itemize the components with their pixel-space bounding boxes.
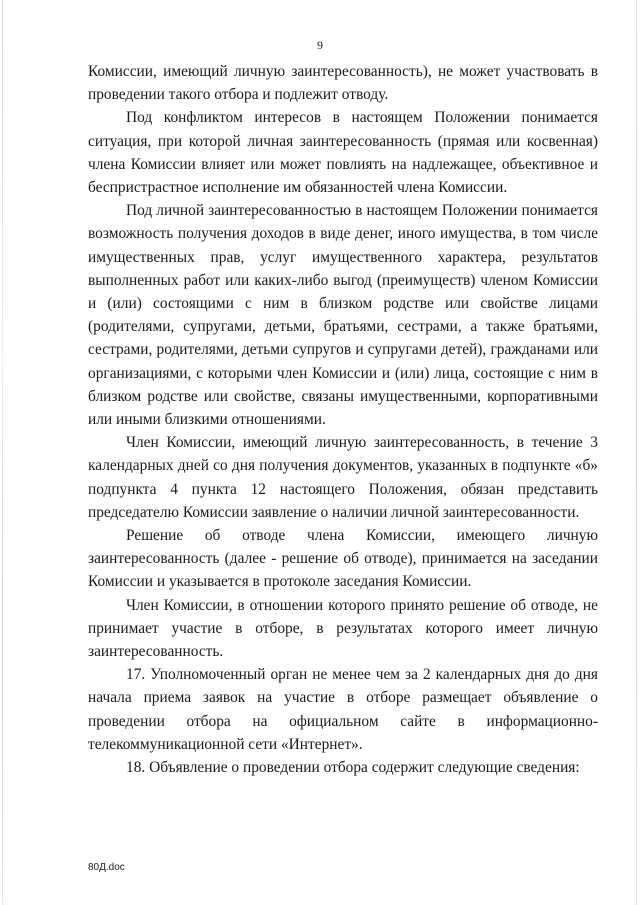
footer-filename: 80Д.doc [88, 862, 125, 873]
paragraph: Под личной заинтересованностью в настоящем Положении понимается возможность получения доходов в виде денег, иного имущества, в том числе имущественных прав, услуг имущественного характера, результатов выполненных работ или каких-либо выгод (преимуществ) членом Комиссии и (или) состоящими с ним в близком родстве или свойстве лицами (родителями, супругами, детьми, братьями, сестрами, а также братьями, сестрами, родителями, детьми супругов и супругами детей), гражданами или организациями, с которыми член Комиссии и (или) лица, состоящие с ним в близком родстве или свойстве, связаны имущественными, корпоративными или иными близкими отношениями. [88, 202, 598, 429]
paragraph: Решение об отводе члена Комиссии, имеющего личную заинтересованность (далее - решение об отводе), принимается на заседании Комиссии и указывается в протоколе заседания Комиссии. [88, 527, 598, 591]
paragraph: Под конфликтом интересов в настоящем Положении понимается ситуация, при которой личная заинтересованность (прямая или косвенная) члена Комиссии влияет или может повлиять на надлежащее, объективное и беспристрастное исполнение им обязанностей члена Комиссии. [88, 109, 598, 197]
paragraph: Комиссии, имеющий личную заинтересованность), не может участвовать в проведении такого отбора и подлежит отводу. [88, 63, 598, 104]
paragraph: Член Комиссии, имеющий личную заинтересованность, в течение 3 календарных дней со дня получения документов, указанных в подпункте «б» подпункта 4 пункта 12 настоящего Положения, обязан представить председателю Комиссии заявление о наличии личной заинтересованности. [88, 434, 598, 521]
paragraph: 18. Объявление о проведении отбора содержит следующие сведения: [126, 759, 580, 777]
page-number: 9 [317, 38, 323, 52]
body-text [88, 60, 598, 779]
paragraph: Член Комиссии, в отношении которого принято решение об отводе, не принимает участие в отборе, в результатах которого имеет личную заинтересованность. [88, 596, 598, 661]
scan-edge-left [2, 0, 3, 905]
scan-edge-right [636, 0, 637, 905]
paragraph: 17. Уполномоченный орган не менее чем за 2 календарных дня до дня начала приема заявок на участие в отборе размещает объявление о проведении отбора на официальном сайте в информационно-телекоммуникационной сети «Интернет». [88, 666, 598, 753]
